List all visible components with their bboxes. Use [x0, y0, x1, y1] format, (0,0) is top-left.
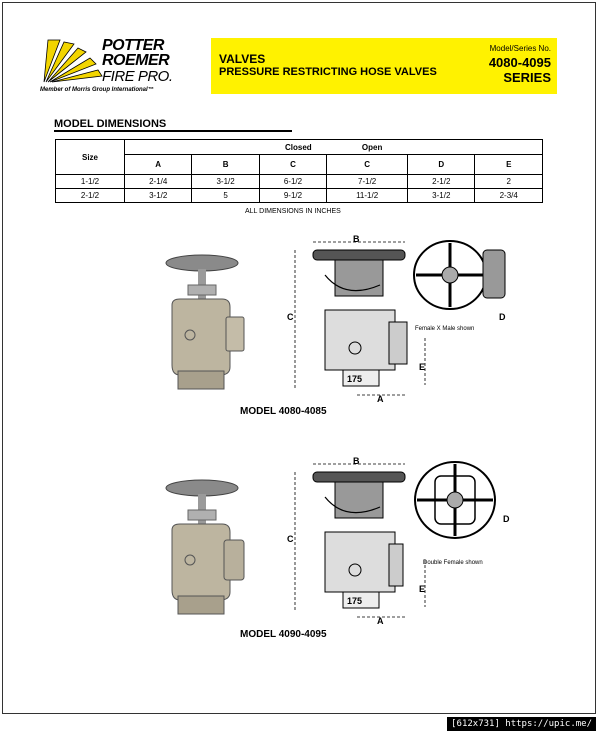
table-cell-size: 2-1/2 — [56, 189, 125, 203]
table-row — [56, 175, 543, 189]
table-cell: 6-1/2 — [259, 175, 326, 189]
figure-callout: Female X Male shown — [415, 326, 475, 332]
dim-label-e: E — [419, 584, 426, 594]
series-label: SERIES — [503, 70, 551, 85]
logo-word-firepro: FIRE PRO. — [102, 68, 173, 85]
header-title: VALVES — [219, 52, 266, 66]
closed-header: Closed — [285, 142, 312, 152]
table-cell: 7-1/2 — [327, 175, 408, 189]
valve-photo-icon — [160, 245, 250, 395]
valve-photo-icon — [160, 470, 250, 620]
dim-label-b: B — [353, 234, 360, 244]
size-header: Size — [56, 140, 125, 175]
dim-label-e: E — [419, 362, 426, 372]
dim-label-d: D — [503, 514, 510, 524]
table-cell: 5 — [192, 189, 259, 203]
table-cell: 2-3/4 — [475, 189, 543, 203]
image-host-watermark: [612x731] https://upic.me/ — [447, 717, 596, 731]
figure-caption: MODEL 4080-4085 — [240, 406, 327, 417]
valve-drawing-4080 — [285, 230, 535, 420]
column-header: D — [408, 155, 475, 175]
table-cell-size: 1-1/2 — [56, 175, 125, 189]
column-header: C — [327, 155, 408, 175]
dim-label-c: C — [287, 312, 294, 322]
table-cell: 11-1/2 — [327, 189, 408, 203]
table-cell: 3-1/2 — [192, 175, 259, 189]
table-row — [56, 189, 543, 203]
stamp-175: 175 — [347, 374, 363, 384]
column-header: A — [125, 155, 192, 175]
valve-drawing-4090 — [285, 452, 535, 642]
logo-burst-icon — [40, 36, 110, 84]
column-header: E — [475, 155, 543, 175]
header-banner — [211, 38, 557, 94]
figure-callout: Double Female shown — [423, 560, 483, 566]
table-cell: 2 — [475, 175, 543, 189]
dim-label-a: A — [377, 394, 384, 404]
dim-label-c: C — [287, 534, 294, 544]
header-subtitle: PRESSURE RESTRICTING HOSE VALVES — [219, 66, 437, 78]
dim-label-a: A — [377, 616, 384, 626]
model-series-label: Model/Series No. — [489, 44, 551, 53]
section-rule — [54, 130, 292, 132]
stamp-175: 175 — [347, 596, 363, 606]
table-cell: 2-1/4 — [125, 175, 192, 189]
table-header-row — [56, 155, 543, 175]
table-cell: 3-1/2 — [408, 189, 475, 203]
table-cell: 3-1/2 — [125, 189, 192, 203]
model-series-number: 4080-4095 — [488, 55, 551, 70]
closed-open-header — [125, 140, 543, 155]
open-header: Open — [361, 142, 383, 152]
dimensions-table — [55, 139, 543, 203]
dimensions-note: ALL DIMENSIONS IN INCHES — [245, 208, 341, 215]
table-cell: 9-1/2 — [259, 189, 326, 203]
column-header: B — [192, 155, 259, 175]
dim-label-b: B — [353, 456, 360, 466]
column-header: C — [259, 155, 326, 175]
table-header-row-top — [56, 140, 543, 155]
dim-label-d: D — [499, 312, 506, 322]
member-tagline: Member of Morris Group International™ — [40, 87, 154, 93]
table-cell: 2-1/2 — [408, 175, 475, 189]
figure-caption: MODEL 4090-4095 — [240, 629, 327, 640]
section-title: MODEL DIMENSIONS — [54, 118, 167, 130]
logo-word-potter: POTTER — [102, 37, 164, 54]
logo-word-roemer: ROEMER — [102, 52, 170, 69]
